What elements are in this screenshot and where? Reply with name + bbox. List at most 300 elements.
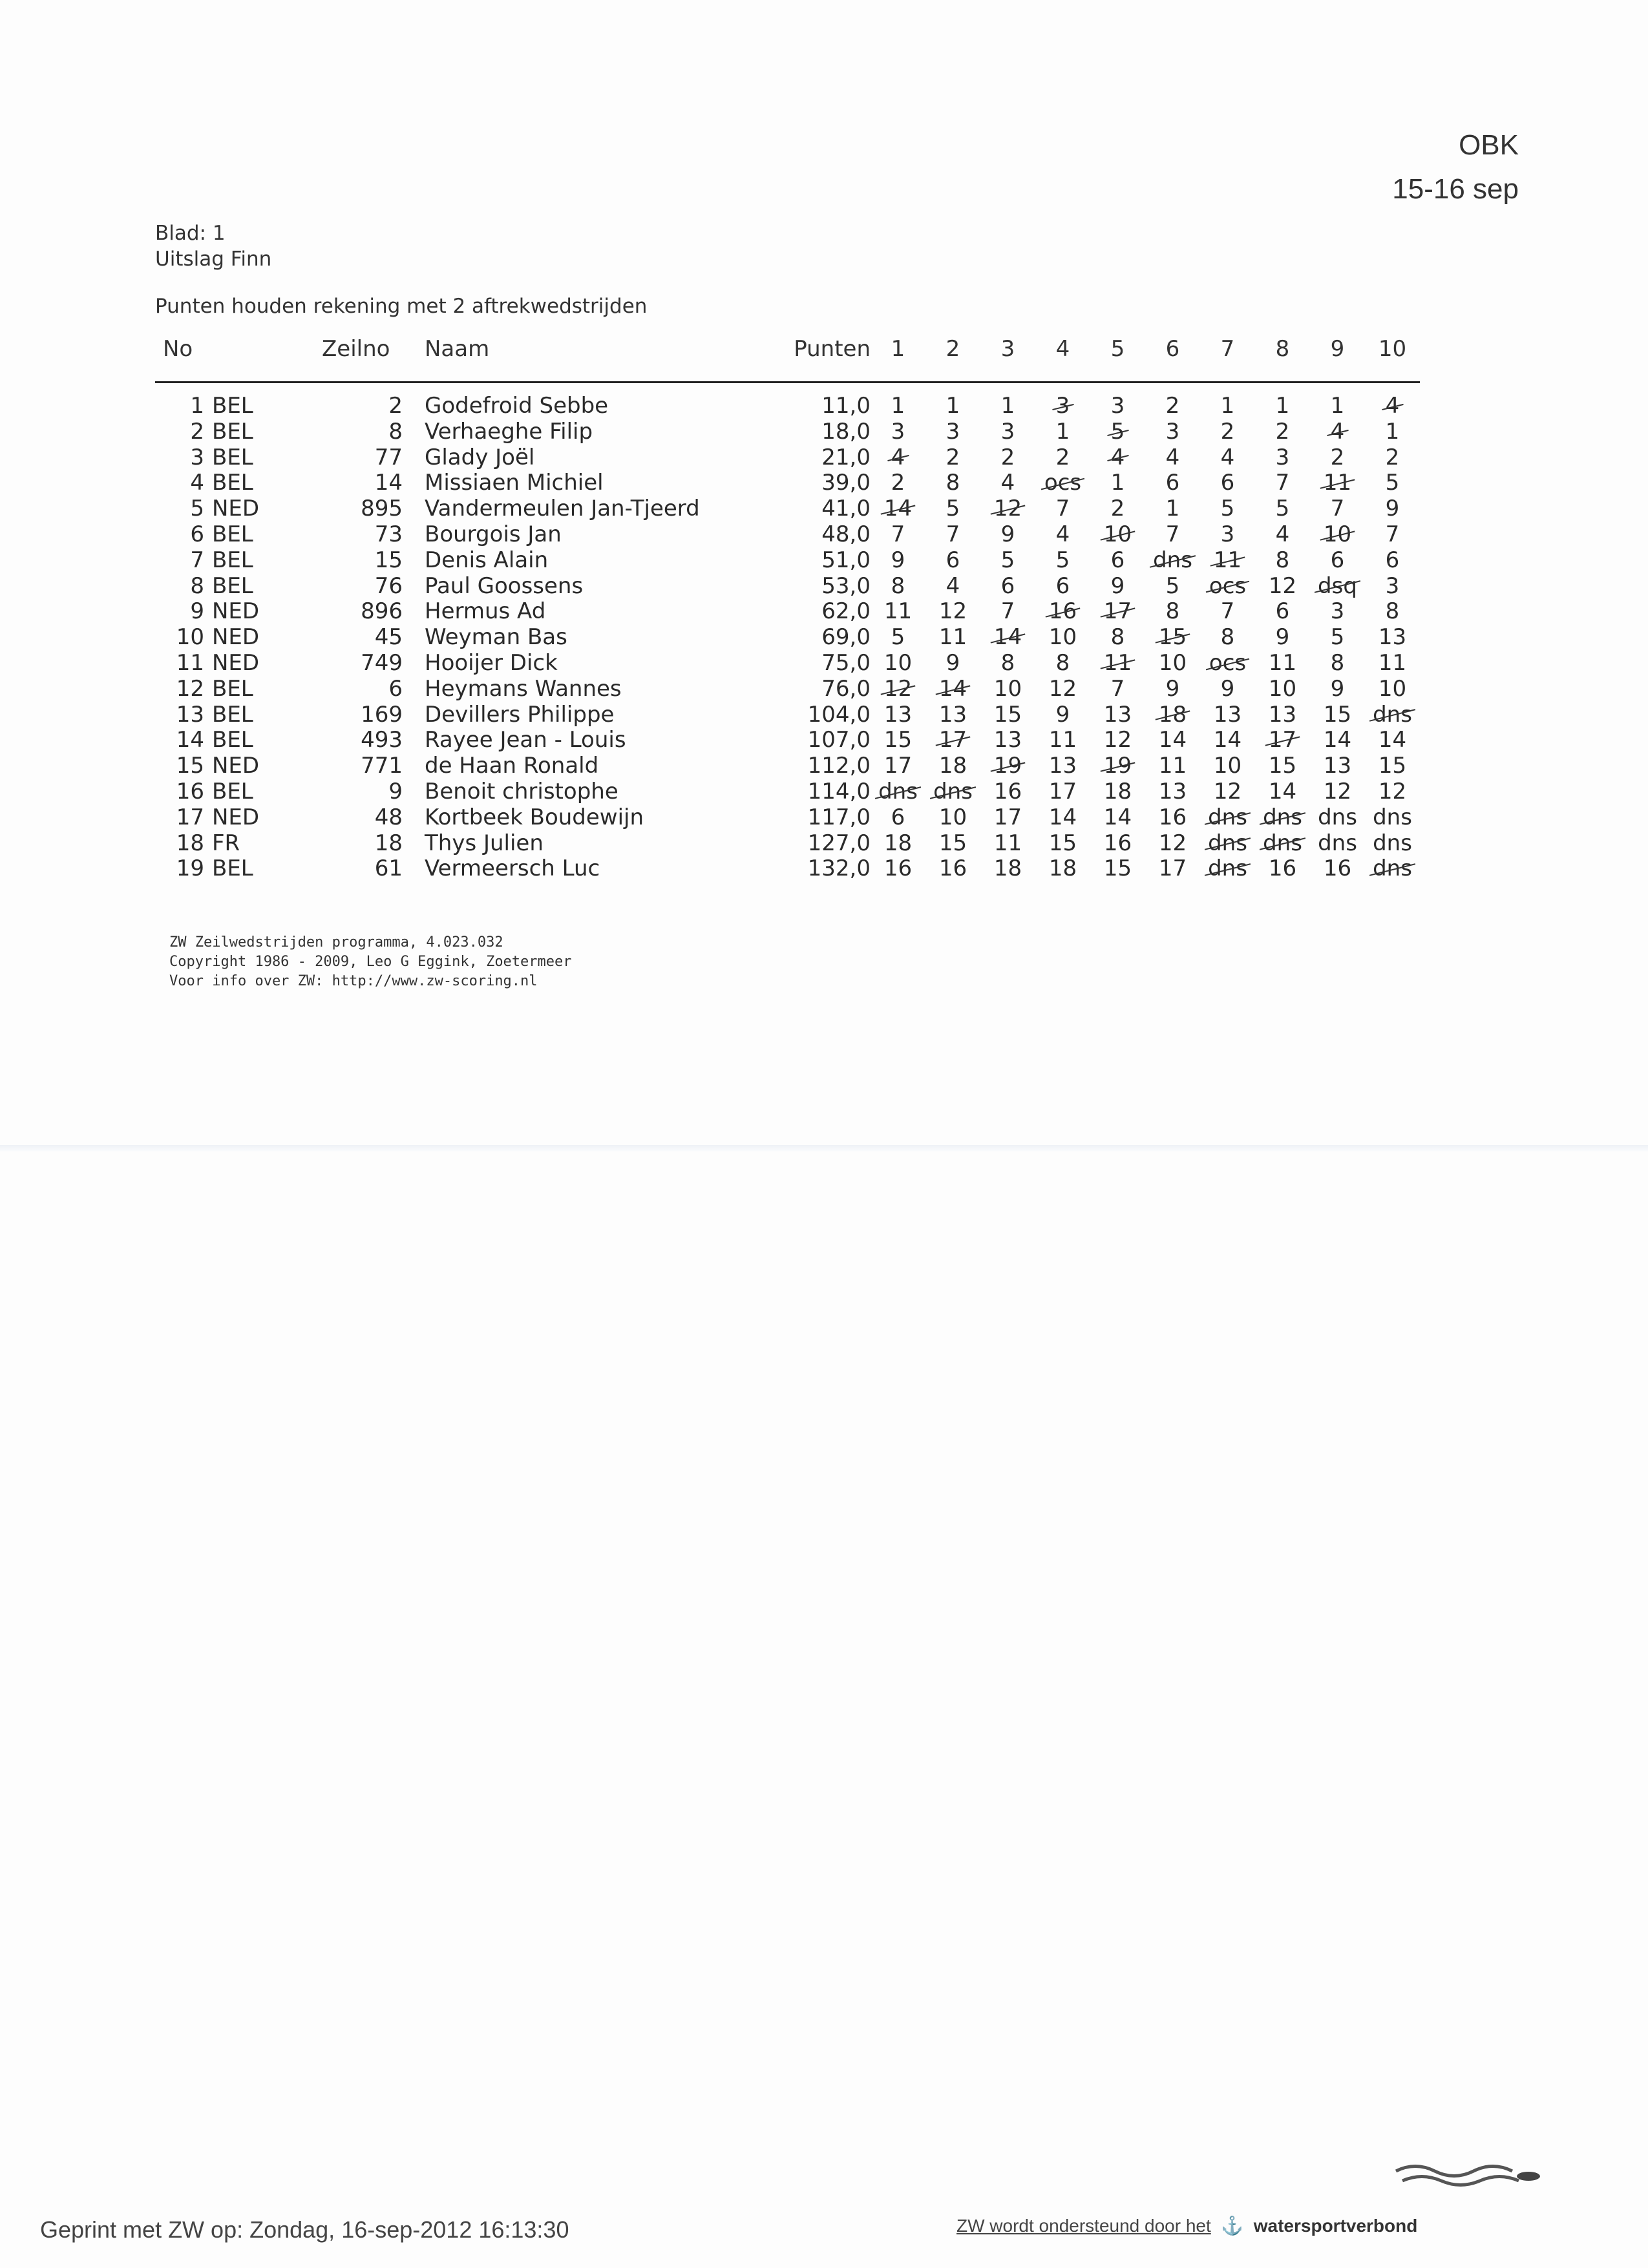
race-score-cell	[1310, 599, 1365, 625]
race-score-cell	[1310, 856, 1365, 882]
table-row	[155, 677, 1420, 702]
col-race-4: 4	[1035, 336, 1090, 383]
race-score-cell	[1035, 419, 1090, 445]
race-score: 2	[1275, 418, 1290, 445]
discarded-score: 19	[1103, 753, 1132, 779]
sail-number-cell: 749	[361, 649, 403, 676]
race-score-cell	[1310, 728, 1365, 753]
rank-cell: 16	[176, 778, 204, 804]
rank-cell: 2	[190, 418, 204, 445]
race-score-cell	[1200, 779, 1255, 805]
race-score: 13	[1213, 701, 1242, 728]
race-score: 14	[1048, 804, 1077, 830]
race-score-cell	[980, 702, 1035, 728]
race-score: 17	[993, 804, 1022, 830]
discarded-score: 4	[1110, 444, 1125, 470]
header-row	[155, 336, 1420, 383]
table-row	[155, 728, 1420, 753]
race-score: 3	[1275, 444, 1290, 470]
sail-number-cell: 2	[388, 393, 403, 419]
race-score-cell	[1365, 548, 1420, 574]
race-score-cell	[1145, 445, 1200, 471]
sail-number-cell: 9	[388, 778, 403, 804]
race-score: 1	[891, 393, 905, 419]
race-score: 7	[1220, 598, 1235, 625]
race-score: 6	[1330, 547, 1345, 573]
race-score: 1	[1110, 470, 1125, 496]
name-cell: de Haan Ronald	[425, 753, 599, 779]
race-score-cell	[980, 625, 1035, 651]
race-score-cell	[1365, 702, 1420, 728]
race-score: 10	[883, 649, 913, 676]
discarded-score: 11	[1103, 649, 1132, 676]
race-score-cell	[925, 522, 980, 548]
race-score: 13	[1048, 753, 1077, 779]
race-score-cell	[980, 548, 1035, 574]
race-score: 7	[1275, 470, 1290, 496]
race-score-cell	[1255, 625, 1310, 651]
race-score: 13	[1103, 701, 1132, 728]
sheet-number: Blad: 1	[155, 222, 226, 245]
race-score: 4	[1275, 521, 1290, 547]
table-row	[155, 831, 1420, 857]
race-score: 13	[1378, 624, 1407, 651]
race-score-cell	[1365, 419, 1420, 445]
race-score-cell	[1255, 470, 1310, 496]
race-score-cell	[1255, 574, 1310, 600]
race-score: 16	[993, 778, 1022, 804]
race-score: 5	[1385, 470, 1400, 496]
race-score: 14	[1378, 727, 1407, 753]
race-score-cell	[1200, 496, 1255, 522]
race-score-cell	[1365, 599, 1420, 625]
race-score-cell	[1090, 574, 1145, 600]
discarded-score: dns	[878, 778, 918, 804]
discarded-score: 5	[1110, 418, 1125, 445]
race-score-cell	[1145, 496, 1200, 522]
race-score: 10	[993, 675, 1022, 702]
table-row	[155, 599, 1420, 625]
discarded-score: dns	[933, 778, 973, 804]
country-cell: BEL	[212, 675, 253, 702]
points-cell: 75,0	[821, 649, 871, 676]
discarded-score: dns	[1208, 804, 1247, 830]
race-score: 8	[1055, 649, 1070, 676]
country-cell: NED	[212, 753, 260, 779]
race-score-cell	[925, 728, 980, 753]
race-score-cell	[925, 599, 980, 625]
race-score-cell	[980, 599, 1035, 625]
race-score-cell	[1090, 470, 1145, 496]
race-score-cell	[1310, 522, 1365, 548]
discarded-score: 10	[1323, 521, 1352, 547]
race-score: 2	[1330, 444, 1345, 470]
footer-copyright: Copyright 1986 - 2009, Leo G Eggink, Zoetermeer	[169, 954, 572, 970]
race-score: 2	[1220, 418, 1235, 445]
race-score-cell	[925, 548, 980, 574]
sail-number-cell: 15	[374, 547, 403, 573]
discarded-score: 16	[1048, 598, 1077, 625]
race-score: 8	[1385, 598, 1400, 625]
race-score-cell	[1090, 599, 1145, 625]
table-row	[155, 496, 1420, 522]
points-cell: 104,0	[807, 701, 871, 728]
rank-cell: 14	[176, 727, 204, 753]
race-score: 6	[1220, 470, 1235, 496]
race-score-cell	[1200, 831, 1255, 857]
name-cell: Missiaen Michiel	[425, 470, 604, 496]
rank-cell: 15	[176, 753, 204, 779]
discarded-score: 14	[938, 675, 967, 702]
name-cell: Weyman Bas	[425, 624, 567, 651]
race-score: 11	[1268, 649, 1297, 676]
rank-cell: 13	[176, 701, 204, 728]
name-cell: Kortbeek Boudewijn	[425, 804, 644, 830]
points-cell: 41,0	[821, 496, 871, 522]
race-score-cell	[1200, 470, 1255, 496]
race-score-cell	[871, 625, 925, 651]
race-score-cell	[925, 805, 980, 831]
race-score: 14	[1158, 727, 1187, 753]
points-cell: 127,0	[807, 830, 871, 856]
discarded-score: 4	[1330, 418, 1345, 445]
race-score-cell	[1365, 677, 1420, 702]
race-score-cell	[871, 651, 925, 677]
race-score: 5	[945, 496, 960, 522]
race-score-cell	[1145, 574, 1200, 600]
race-score-cell	[980, 677, 1035, 702]
race-score-cell	[980, 831, 1035, 857]
race-score: 16	[938, 856, 967, 882]
race-score-cell	[1255, 522, 1310, 548]
race-score-cell	[1090, 445, 1145, 471]
discarded-score: ocs	[1209, 572, 1247, 599]
race-score: 9	[1165, 675, 1180, 702]
race-score-cell	[925, 651, 980, 677]
race-score-cell	[1255, 728, 1310, 753]
sail-number-cell: 77	[374, 444, 403, 470]
name-cell: Thys Julien	[425, 830, 544, 856]
race-score: 18	[883, 830, 913, 856]
race-score: 11	[1378, 649, 1407, 676]
sail-number-cell: 61	[374, 856, 403, 882]
race-score: 12	[1323, 778, 1352, 804]
race-score-cell	[980, 470, 1035, 496]
race-score: 17	[1158, 856, 1187, 882]
race-score-cell	[1145, 599, 1200, 625]
col-naam: Naam	[403, 336, 787, 383]
race-score-cell	[1090, 651, 1145, 677]
race-score: 13	[883, 701, 913, 728]
race-score: 16	[1323, 856, 1352, 882]
race-score: dns	[1373, 830, 1412, 856]
race-score: 9	[1110, 572, 1125, 599]
race-score: 8	[1220, 624, 1235, 651]
race-score-cell	[1090, 805, 1145, 831]
country-cell: BEL	[212, 572, 253, 599]
footer-info: Voor info over ZW: http://www.zw-scoring.nl	[169, 973, 538, 989]
name-cell: Devillers Philippe	[425, 701, 615, 728]
race-score: 10	[1158, 649, 1187, 676]
table-row	[155, 574, 1420, 600]
race-score-cell	[1365, 383, 1420, 419]
discarded-score: 11	[1323, 470, 1352, 496]
race-score: 3	[1385, 572, 1400, 599]
discarded-score: dns	[1373, 701, 1412, 728]
race-score: 15	[993, 701, 1022, 728]
race-score: 6	[945, 547, 960, 573]
rank-cell: 8	[190, 572, 204, 599]
race-score: 11	[883, 598, 913, 625]
name-cell: Glady Joël	[425, 444, 535, 470]
race-score: 3	[1110, 393, 1125, 419]
race-score: 16	[883, 856, 913, 882]
support-brand: watersportverbond	[1253, 2216, 1418, 2236]
race-score: 13	[993, 727, 1022, 753]
race-score-cell	[1035, 677, 1090, 702]
race-score: 1	[945, 393, 960, 419]
race-score: 7	[1330, 496, 1345, 522]
race-score: 12	[1048, 675, 1077, 702]
race-score-cell	[1255, 753, 1310, 779]
race-score-cell	[1200, 574, 1255, 600]
table-row	[155, 805, 1420, 831]
race-score-cell	[980, 651, 1035, 677]
country-cell: BEL	[212, 521, 253, 547]
club-name: OBK	[1459, 129, 1519, 161]
name-cell: Paul Goossens	[425, 572, 584, 599]
name-cell: Benoit christophe	[425, 778, 618, 804]
race-score-cell	[980, 496, 1035, 522]
points-cell: 132,0	[807, 856, 871, 882]
race-score-cell	[925, 677, 980, 702]
name-cell: Vermeersch Luc	[425, 856, 600, 882]
race-score: 3	[1220, 521, 1235, 547]
sail-number-cell: 18	[374, 830, 403, 856]
country-cell: NED	[212, 649, 260, 676]
race-score-cell	[1310, 831, 1365, 857]
name-cell: Hermus Ad	[425, 598, 546, 625]
race-score-cell	[1035, 599, 1090, 625]
table-row	[155, 470, 1420, 496]
race-score-cell	[1035, 651, 1090, 677]
race-score-cell	[980, 574, 1035, 600]
race-score-cell	[1365, 651, 1420, 677]
rank-cell: 5	[190, 496, 204, 522]
race-score: 8	[891, 572, 905, 599]
race-score: 3	[1330, 598, 1345, 625]
race-score-cell	[1145, 702, 1200, 728]
race-score-cell	[1365, 470, 1420, 496]
race-score-cell	[1310, 753, 1365, 779]
race-score: 5	[1055, 547, 1070, 573]
race-score-cell	[1145, 831, 1200, 857]
race-score: 5	[1000, 547, 1015, 573]
race-score-cell	[1365, 496, 1420, 522]
discarded-score: 14	[993, 624, 1022, 651]
race-score: 5	[1220, 496, 1235, 522]
country-cell: BEL	[212, 418, 253, 445]
race-score: 12	[1268, 572, 1297, 599]
race-score-cell	[1090, 856, 1145, 882]
race-score: 7	[1055, 496, 1070, 522]
race-score: 18	[938, 753, 967, 779]
race-score-cell	[1310, 805, 1365, 831]
discarded-score: 3	[1055, 393, 1070, 419]
race-score-cell	[925, 445, 980, 471]
race-score: 6	[1000, 572, 1015, 599]
race-score-cell	[1090, 625, 1145, 651]
race-score-cell	[1200, 445, 1255, 471]
sail-number-cell: 771	[361, 753, 403, 779]
race-score-cell	[871, 599, 925, 625]
race-score-cell	[1255, 805, 1310, 831]
points-cell: 62,0	[821, 598, 871, 625]
table-row	[155, 445, 1420, 471]
rank-cell: 18	[176, 830, 204, 856]
race-score: 9	[1000, 521, 1015, 547]
race-score: 8	[945, 470, 960, 496]
discarded-score: ocs	[1209, 649, 1247, 676]
country-cell: NED	[212, 496, 260, 522]
watersportverbond-logo-icon	[1389, 2158, 1545, 2190]
race-score: 4	[1055, 521, 1070, 547]
race-score: 18	[1048, 856, 1077, 882]
race-score-cell	[1365, 856, 1420, 882]
points-cell: 107,0	[807, 727, 871, 753]
sail-number-cell: 48	[374, 804, 403, 830]
race-score: 15	[1323, 701, 1352, 728]
race-score-cell	[871, 753, 925, 779]
race-score-cell	[1090, 677, 1145, 702]
name-cell: Vandermeulen Jan-Tjeerd	[425, 496, 700, 522]
sail-number-cell: 8	[388, 418, 403, 445]
race-score-cell	[980, 445, 1035, 471]
race-score: 2	[1385, 444, 1400, 470]
race-score-cell	[1035, 522, 1090, 548]
table-row	[155, 383, 1420, 419]
table-row	[155, 779, 1420, 805]
race-score-cell	[925, 856, 980, 882]
race-score: 7	[1110, 675, 1125, 702]
race-score: 3	[945, 418, 960, 445]
points-cell: 117,0	[807, 804, 871, 830]
printed-timestamp: Geprint met ZW op: Zondag, 16-sep-2012 16:13:30	[40, 2216, 569, 2243]
race-score: 5	[1275, 496, 1290, 522]
discarded-score: 17	[1268, 727, 1297, 753]
race-score: 15	[1048, 830, 1077, 856]
race-score-cell	[980, 805, 1035, 831]
race-score: 3	[891, 418, 905, 445]
race-score-cell	[925, 470, 980, 496]
race-score: 5	[1165, 572, 1180, 599]
race-score-cell	[1255, 702, 1310, 728]
race-score: 1	[1275, 393, 1290, 419]
race-score-cell	[1310, 779, 1365, 805]
race-score-cell	[1310, 419, 1365, 445]
race-score-cell	[1035, 445, 1090, 471]
points-cell: 51,0	[821, 547, 871, 573]
race-score-cell	[1310, 548, 1365, 574]
race-score-cell	[1090, 548, 1145, 574]
race-score-cell	[1255, 445, 1310, 471]
race-score-cell	[1255, 856, 1310, 882]
race-score-cell	[1035, 702, 1090, 728]
race-score-cell	[871, 548, 925, 574]
discard-note: Punten houden rekening met 2 aftrekwedstrijden	[155, 295, 648, 318]
race-score-cell	[1310, 470, 1365, 496]
support-text: ZW wordt ondersteund door het	[956, 2216, 1211, 2236]
col-race-2: 2	[925, 336, 980, 383]
sail-number-cell: 14	[374, 470, 403, 496]
anchor-icon: ⚓	[1216, 2216, 1249, 2236]
race-score: 13	[938, 701, 967, 728]
race-score-cell	[1255, 383, 1310, 419]
rank-cell: 9	[190, 598, 204, 625]
race-score-cell	[1310, 651, 1365, 677]
race-score: 1	[1220, 393, 1235, 419]
race-score-cell	[980, 779, 1035, 805]
results-table	[155, 336, 1420, 882]
race-score-cell	[871, 470, 925, 496]
race-score-cell	[1145, 677, 1200, 702]
rank-cell: 7	[190, 547, 204, 573]
discarded-score: 4	[891, 444, 905, 470]
race-score-cell	[871, 702, 925, 728]
race-score: 15	[938, 830, 967, 856]
race-score: 9	[1220, 675, 1235, 702]
name-cell: Rayee Jean - Louis	[425, 727, 626, 753]
country-cell: NED	[212, 804, 260, 830]
discarded-score: dns	[1208, 830, 1247, 856]
country-cell: BEL	[212, 727, 253, 753]
race-score: 8	[1165, 598, 1180, 625]
table-row	[155, 702, 1420, 728]
race-score-cell	[1255, 496, 1310, 522]
table-row	[155, 522, 1420, 548]
race-score: 7	[1165, 521, 1180, 547]
race-score: 14	[1213, 727, 1242, 753]
country-cell: BEL	[212, 393, 253, 419]
race-score-cell	[1310, 445, 1365, 471]
col-race-6: 6	[1145, 336, 1200, 383]
points-cell: 112,0	[807, 753, 871, 779]
country-cell: BEL	[212, 701, 253, 728]
table-row	[155, 548, 1420, 574]
race-score-cell	[1365, 779, 1420, 805]
race-score: 12	[1158, 830, 1187, 856]
race-score-cell	[980, 856, 1035, 882]
discarded-score: 19	[993, 753, 1022, 779]
race-score: 9	[1330, 675, 1345, 702]
country-cell: FR	[212, 830, 240, 856]
points-cell: 21,0	[821, 444, 871, 470]
race-score-cell	[1310, 702, 1365, 728]
race-score-cell	[1200, 522, 1255, 548]
discarded-score: dns	[1208, 856, 1247, 882]
race-score: 17	[1048, 778, 1077, 804]
race-score-cell	[1365, 522, 1420, 548]
race-score-cell	[1035, 383, 1090, 419]
race-score: 15	[883, 727, 913, 753]
race-score-cell	[1200, 599, 1255, 625]
race-score: 14	[1268, 778, 1297, 804]
col-race-3: 3	[980, 336, 1035, 383]
race-score-cell	[871, 419, 925, 445]
name-cell: Hooijer Dick	[425, 649, 558, 676]
race-score: 2	[891, 470, 905, 496]
race-score-cell	[1090, 419, 1145, 445]
